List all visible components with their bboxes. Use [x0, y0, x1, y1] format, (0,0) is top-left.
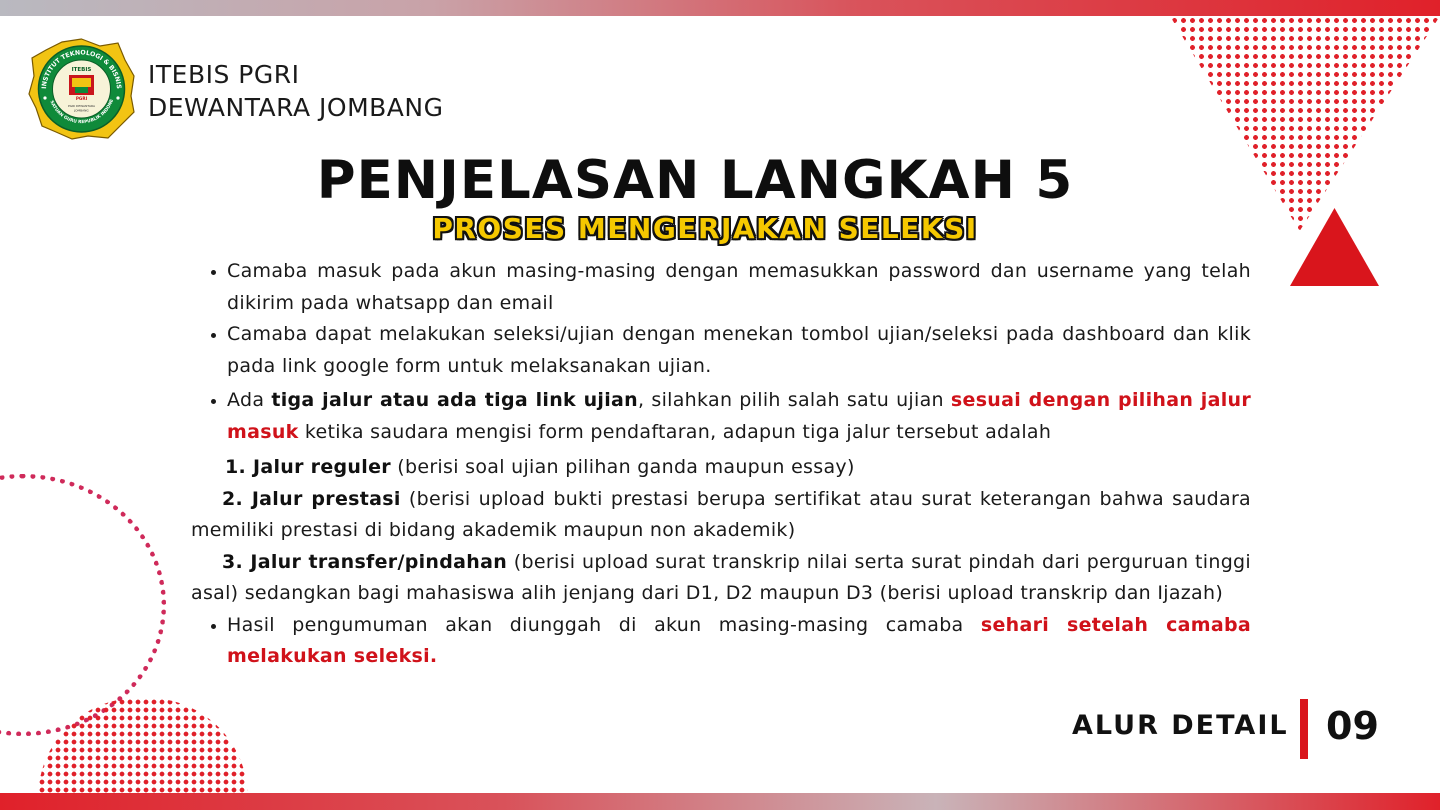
logo-text-city: JOMBANG	[74, 108, 89, 113]
steps-list-bottom	[191, 610, 1251, 673]
page-number: 09	[1326, 704, 1379, 748]
footer-label: ALUR DETAIL	[1072, 710, 1289, 741]
list-item	[227, 256, 1251, 319]
institution-name	[148, 58, 444, 124]
page-title: PENJELASAN LANGKAH 5	[316, 150, 1074, 211]
bullet-text: Camaba masuk pada akun masing-masing dengan memasukkan password dan username yang telah dikirim pada whatsapp dan email	[227, 260, 1251, 314]
steps-list-top	[191, 256, 1251, 448]
jalur-prestasi	[191, 484, 1251, 547]
jalur-reguler	[191, 452, 1251, 484]
jalur-text: (berisi upload surat transkrip nilai serta surat pindah dari perguruan tinggi asal) sedangkan bagi mahasiswa alih jenjang dari D1, D2 maupun D3 (berisi upload transkrip dan Ijazah)	[191, 550, 1251, 604]
logo-text-pgri: PGRI	[75, 96, 88, 101]
bullet-highlight: tiga jalur atau ada tiga link ujian	[271, 389, 639, 411]
bullet-text: Camaba dapat melakukan seleksi/ujian dengan menekan tombol ujian/seleksi pada dashboard dan klik pada link google form untuk melaksanakan ujian.	[227, 323, 1251, 377]
bullet-emphasis: sehari setelah camaba melakukan seleksi.	[227, 613, 1251, 667]
list-item	[227, 610, 1251, 673]
jalur-transfer	[191, 547, 1251, 610]
jalur-title: 3. Jalur transfer/pindahan	[222, 550, 508, 573]
logo-text-center: ITEBIS	[71, 67, 92, 73]
top-gradient-bar	[0, 0, 1440, 16]
institution-line-1: ITEBIS PGRI	[148, 60, 300, 89]
itebis-logo-icon	[28, 38, 135, 140]
page-subtitle: PROSES MENGERJAKAN SELEKSI	[432, 212, 978, 245]
list-item	[227, 319, 1251, 382]
logo-text-bottom: SATUAN GURU REPUBLIK INDONE	[48, 98, 115, 126]
bullet-emphasis: sesuai dengan pilihan jalur masuk	[227, 389, 1252, 443]
dotted-circle-decoration	[0, 474, 166, 736]
bullet-text: Ada	[227, 389, 272, 411]
jalur-text: (berisi soal ujian pilihan ganda maupun essay)	[390, 456, 855, 478]
bullet-text: , silahkan pilih salah satu ujian	[638, 389, 951, 411]
footer-divider	[1300, 699, 1308, 759]
list-item	[227, 385, 1251, 448]
bullet-text: Hasil pengumuman akan diunggah di akun masing-masing camaba	[227, 613, 981, 636]
institution-line-2: DEWANTARA JOMBANG	[148, 93, 444, 122]
bullet-text: ketika saudara mengisi form pendaftaran, adapun tiga jalur tersebut adalah	[298, 420, 1052, 443]
jalur-title: 1. Jalur reguler	[225, 456, 391, 478]
explanation-content	[191, 256, 1251, 673]
jalur-text: (berisi upload bukti prestasi berupa sertifikat atau surat keterangan bahwa saudara memiliki prestasi di bidang akademik maupun non akademik)	[191, 487, 1251, 541]
jalur-title: 2. Jalur prestasi	[222, 487, 401, 510]
logo-text-top: INSTITUT TEKNOLOGI & BISNIS	[41, 49, 123, 90]
logo-text-dewantara: PGRI DEWANTARA	[67, 104, 96, 108]
bottom-gradient-bar	[0, 793, 1440, 810]
